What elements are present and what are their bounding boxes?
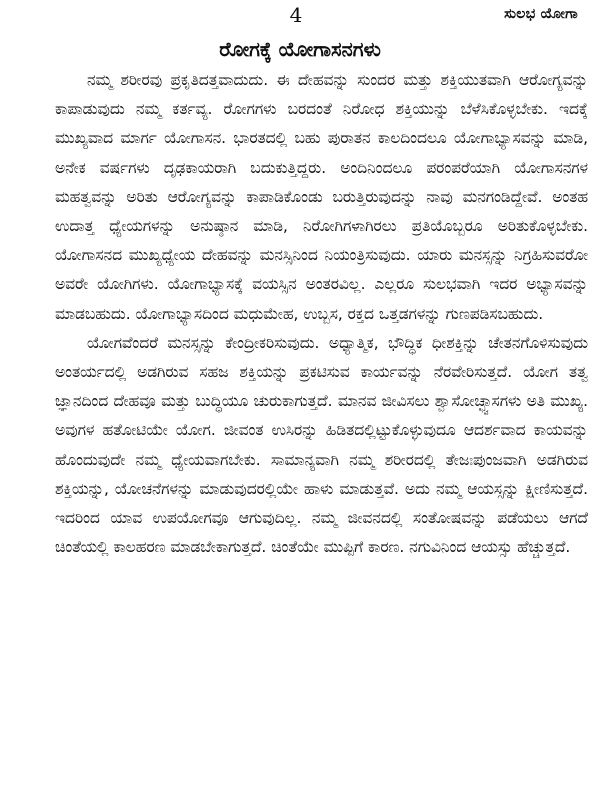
body-text (55, 66, 588, 796)
paragraph: ನಮ್ಮ ಶರೀರವು ಪ್ರಕೃತಿದತ್ತವಾದುದು. ಈ ದೇಹವನ್ನು ಸುಂದರ ಮತ್ತು ಶಕ್ತಿಯುತವಾಗಿ ಆರೋಗ್ಯವನ್ನು ಕಾಪಾಡುವುದು ನಮ್ಮ ಕರ್ತವ್ಯ. ರೋಗಗಳು ಬರದಂತೆ ನಿರೋಧ ಶಕ್ತಿಯುನ್ನು ಬೆಳೆಸಿಕೊಳ್ಳಬೇಕು. ಇದಕ್ಕೆ ಮುಖ್ಯವಾದ ಮಾರ್ಗ ಯೋಗಾಸನ. ಭಾರತದಲ್ಲಿ ಬಹು ಪುರಾತನ ಕಾಲದಿಂದಲೂ ಯೋಗಾಭ್ಯಾಸವನ್ನು ಮಾಡಿ, ಅನೇಕ ವರ್ಷಗಳು ದೃಢಕಾಯರಾಗಿ ಬದುಕುತ್ತಿದ್ದರು. ಅಂದಿನಿಂದಲೂ ಪರಂಪರೆಯಾಗಿ ಯೋಗಾಸನಗಳ ಮಹತ್ವವನ್ನು ಅರಿತು ಆರೋಗ್ಯವನ್ನು ಕಾಪಾಡಿಕೊಂಡು ಬರುತ್ತಿರುವುದನ್ನು ನಾವು ಮನಗಂಡಿದ್ದೇವೆ. ಅಂತಹ ಉದಾತ್ತ ಧ್ಯೇಯಗಳನ್ನು ಅನುಷ್ಠಾನ ಮಾಡಿ, ನಿರೋಗಿಗಳಾಗಿರಲು ಪ್ರತಿಯೊಬ್ಬರೂ ಅರಿತುಕೊಳ್ಳಬೇಕು. ಯೋಗಾಸನದ ಮುಖ್ಯಧ್ಯೇಯ ದೇಹವನ್ನು ಮನಸ್ಸಿನಿಂದ ನಿಯಂತ್ರಿಸುವುದು. ಯಾರು ಮನಸ್ಸನ್ನು ನಿಗ್ರಹಿಸುವರೋ ಅವರೇ ಯೋಗಿಗಳು. ಯೋಗಾಭ್ಯಾಸಕ್ಕೆ ವಯಸ್ಸಿನ ಅಂತರವಿಲ್ಲ. ಎಲ್ಲರೂ ಸುಲಭವಾಗಿ ಇದರ ಅಭ್ಯಾಸವನ್ನು ಮಾಡಬಹುದು. ಯೋಗಾಭ್ಯಾಸದಿಂದ ಮಧುಮೇಹ, ಉಬ್ಬಸ, ರಕ್ತದ ಒತ್ತಡಗಳನ್ನು ಗುಣಪಡಿಸಬಹುದು. (55, 71, 588, 323)
paragraph: ಯೋಗವೆಂದರೆ ಮನಸ್ಸನ್ನು ಕೇಂದ್ರೀಕರಿಸುವುದು. ಅಧ್ಯಾತ್ಮಿಕ, ಭೌದ್ಧಿಕ ಧೀಶಕ್ತಿನ್ನು ಚೇತನಗೊಳಿಸುವುದು ಅಂತರ್ಯದಲ್ಲಿ ಅಡಗಿರುವ ಸಹಜ ಶಕ್ತಿಯನ್ನು ಪ್ರಕಟಿಸುವ ಕಾರ್ಯವನ್ನು ನೆರವೇರಿಸುತ್ತದೆ. ಯೋಗ ತತ್ವ ಜ್ಞಾನದಿಂದ ದೇಹವೂ ಮತ್ತು ಬುದ್ಧಿಯೂ ಚುರುಕಾಗುತ್ತದೆ. ಮಾನವ ಜೀವಿಸಲು ಶ್ವಾಸೋಚ್ಛ್ವಾಸಗಳು ಅತಿ ಮುಖ್ಯ. ಅವುಗಳ ಹತೋಟಿಯೇ ಯೋಗ. ಜೀವಂತ ಉಸಿರನ್ನು ಹಿಡಿತದಲ್ಲಿಟ್ಟುಕೊಳ್ಳುವುದೂ ಆದರ್ಶವಾದ ಕಾಯವನ್ನು ಹೊಂದುವುದೇ ನಮ್ಮ ಧ್ಯೇಯವಾಗಬೇಕು. ಸಾಮಾನ್ಯವಾಗಿ ನಮ್ಮ ಶರೀರದಲ್ಲಿ ತೇಜಃಪುಂಜವಾಗಿ ಅಡಗಿರುವ ಶಕ್ತಿಯನ್ನು, ಯೋಚನೆಗಳನ್ನು ಮಾಡುವುದರಲ್ಲಿಯೇ ಹಾಳು ಮಾಡುತ್ತವೆ. ಅದು ನಮ್ಮ ಆಯಸ್ಸನ್ನು ಕ್ಷೀಣಿಸುತ್ತದೆ. ಇದರಿಂದ ಯಾವ ಉಪಯೋಗವೂ ಆಗುವುದಿಲ್ಲ. ನಮ್ಮ ಜೀವನದಲ್ಲಿ ಸಂತೋಷವನ್ನು ಪಡೆಯಲು ಆಗದೆ ಚಿಂತೆಯಲ್ಲಿ ಕಾಲಹರಣ ಮಾಡಬೇಕಾಗುತ್ತದೆ. ಚಿಂತೆಯೇ ಮುಪ್ಪಿಗೆ ಕಾರಣ. ನಗುವಿನಿಂದ ಆಯಸ್ಸು ಹೆಚ್ಚುತ್ತದೆ. (55, 333, 588, 557)
running-head-title: ಸುಲಭ ಯೋಗಾ (504, 6, 578, 22)
chapter-title: ರೋಗಕ್ಕೆ ಯೋಗಾಸನಗಳು (219, 37, 381, 61)
page-number: 4 (289, 3, 303, 27)
